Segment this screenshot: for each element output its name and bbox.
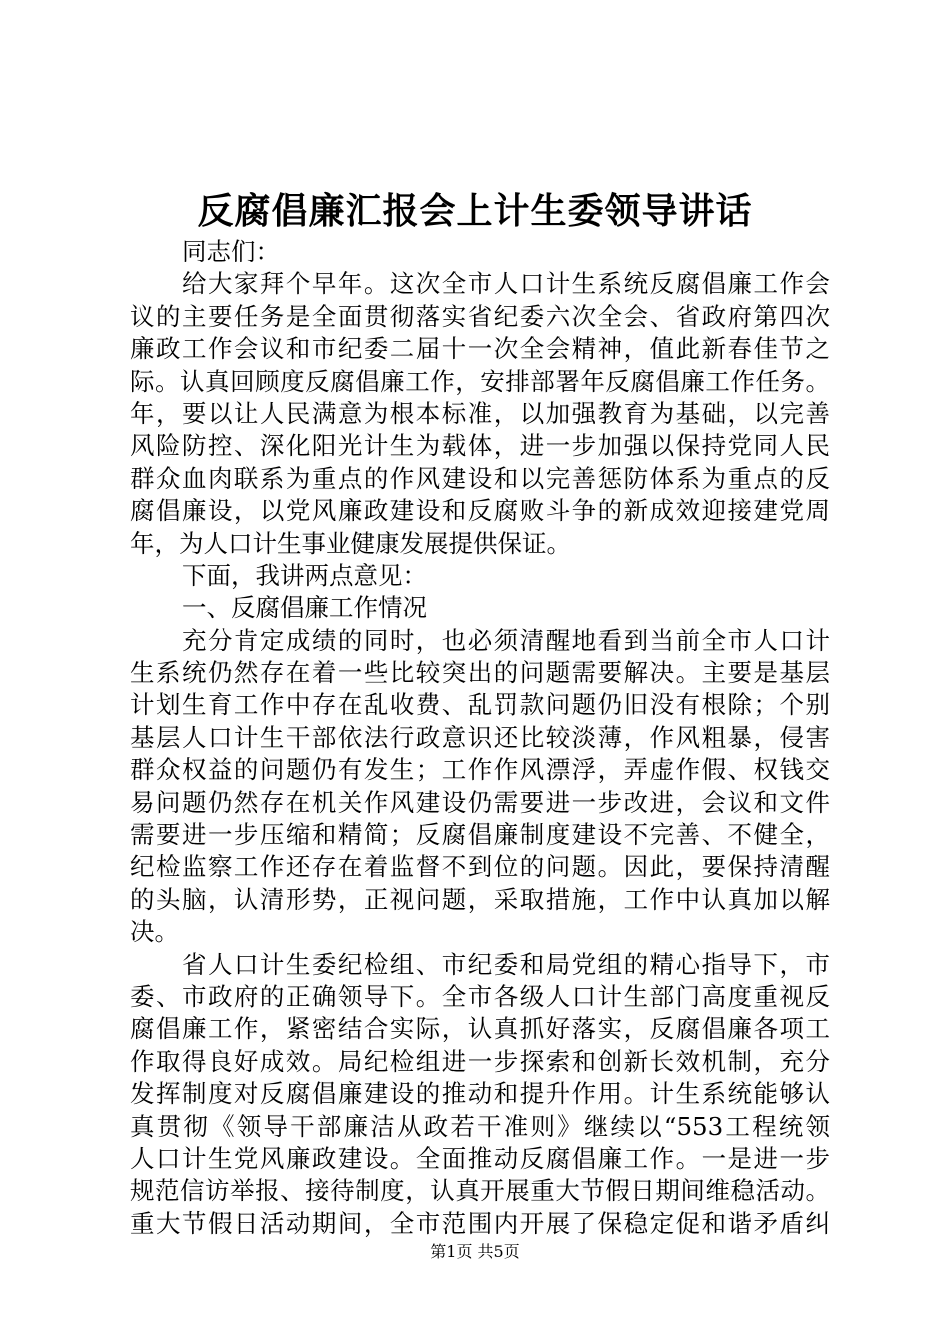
- text-line: 规范信访举报、接待制度，认真开展重大节假日期间维稳活动。: [130, 1176, 830, 1206]
- text-line: 议的主要任务是全面贯彻落实省纪委六次全会、省政府第四次: [130, 301, 830, 331]
- text-line: 际。认真回顾度反腐倡廉工作，安排部署年反腐倡廉工作任务。: [130, 366, 830, 396]
- document-body: [130, 236, 830, 1240]
- text-line: 给大家拜个早年。这次全市人口计生系统反腐倡廉工作会: [182, 269, 830, 299]
- text-line: 纪检监察工作还存在着监督不到位的问题。因此，要保持清醒: [130, 852, 830, 882]
- text-line: 年，要以让人民满意为根本标准，以加强教育为基础，以完善: [130, 398, 830, 428]
- text-line: 计划生育工作中存在乱收费、乱罚款问题仍旧没有根除；个别: [130, 690, 830, 720]
- page-number: 第1页 共5页: [430, 1242, 520, 1261]
- text-line: 生系统仍然存在着一些比较突出的问题需要解决。主要是基层: [130, 658, 830, 688]
- text-line: 人口计生党风廉政建设。全面推动反腐倡廉工作。一是进一步: [130, 1143, 830, 1173]
- text-line: 基层人口计生干部依法行政意识还比较淡薄，作风粗暴，侵害: [130, 722, 830, 752]
- text-line: 年，为人口计生事业健康发展提供保证。: [130, 528, 571, 558]
- text-line: 一、反腐倡廉工作情况: [182, 593, 427, 623]
- text-line: 的头脑，认清形势，正视问题，采取措施，工作中认真加以解: [130, 884, 830, 914]
- text-line: 决。: [130, 917, 179, 947]
- text-line: 群众权益的问题仍有发生；工作作风漂浮，弄虚作假、权钱交: [130, 755, 830, 785]
- text-line: 腐倡廉设，以党风廉政建设和反腐败斗争的新成效迎接建党周: [130, 496, 830, 526]
- text-line: 下面，我讲两点意见：: [182, 560, 427, 590]
- text-line: 发挥制度对反腐倡廉建设的推动和提升作用。计生系统能够认: [130, 1079, 830, 1109]
- text-line: 廉政工作会议和市纪委二届十一次全会精神，值此新春佳节之: [130, 334, 830, 364]
- text-line: 需要进一步压缩和精简；反腐倡廉制度建设不完善、不健全，: [130, 820, 830, 850]
- document-title: 反腐倡廉汇报会上计生委领导讲话: [197, 190, 753, 232]
- text-line: 风险防控、深化阳光计生为载体，进一步加强以保持党同人民: [130, 431, 830, 461]
- text-line: 重大节假日活动期间，全市范围内开展了保稳定促和谐矛盾纠: [130, 1208, 830, 1238]
- text-line: 腐倡廉工作，紧密结合实际，认真抓好落实，反腐倡廉各项工: [130, 1014, 830, 1044]
- text-line: 省人口计生委纪检组、市纪委和局党组的精心指导下，市: [182, 949, 830, 979]
- text-line: 易问题仍然存在机关作风建设仍需要进一步改进，会议和文件: [130, 787, 830, 817]
- text-line: 委、市政府的正确领导下。全市各级人口计生部门高度重视反: [130, 981, 830, 1011]
- text-line: 充分肯定成绩的同时，也必须清醒地看到当前全市人口计: [182, 625, 830, 655]
- text-line: 群众血肉联系为重点的作风建设和以完善惩防体系为重点的反: [130, 463, 830, 493]
- text-line: 作取得良好成效。局纪检组进一步探索和创新长效机制，充分: [130, 1046, 830, 1076]
- text-line: 同志们：: [182, 237, 280, 266]
- text-line: 真贯彻《领导干部廉洁从政若干准则》继续以“553工程统领: [130, 1111, 830, 1141]
